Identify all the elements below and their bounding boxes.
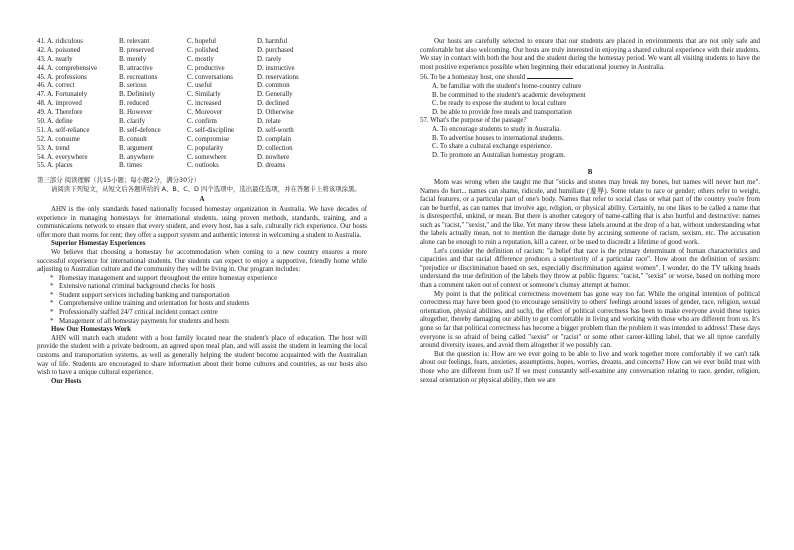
list-item: * Comprehensive online training and orientation for hosts and students: [59, 300, 367, 309]
option-d: D. self-worth: [257, 126, 294, 134]
cloze-option-row: [37, 74, 367, 83]
option-b: B. However: [119, 109, 153, 117]
section-instruction: 请阅读下列短文，从短文后各题所给的 A、B、C、D 四个选项中，选出最佳选项，并在答题卡上将该项涂黑。: [51, 184, 361, 193]
list-item: * Student support services including banking and transportation: [59, 292, 367, 301]
cloze-option-row: [37, 82, 367, 91]
option-c: C. Similarly: [187, 91, 221, 99]
option-c: C. useful: [187, 82, 212, 90]
answer-blank: [527, 72, 573, 79]
option-b: B. anywhere: [119, 153, 154, 161]
option-a: 53. A. trend: [37, 144, 70, 152]
option-b: B. clarify: [119, 118, 146, 126]
cloze-option-row: [37, 91, 367, 100]
list-item: * Professionally staffed 24/7 critical incident contact centre: [59, 309, 367, 318]
cloze-option-row: [37, 65, 367, 74]
cloze-option-row: [37, 118, 367, 127]
cloze-option-row: [37, 109, 367, 118]
option-c: C. Moreover: [187, 109, 223, 117]
option-d: D. Generally: [257, 91, 293, 99]
option-c: C. hopeful: [187, 38, 217, 45]
option-a: 49. A. Therefore: [37, 109, 83, 117]
option-d: D. nowhere: [257, 153, 290, 161]
left-column: [37, 38, 367, 386]
option-b: B. consult: [119, 135, 147, 143]
option-b: B. Definitely: [119, 91, 155, 99]
option-c: C. productive: [187, 64, 225, 72]
option-c: C. outlooks: [187, 162, 219, 170]
option-b: B. self-defence: [119, 126, 161, 134]
option-d: D. be able to provide free meals and transportation: [432, 108, 572, 116]
option-a: 46. A. correct: [37, 82, 75, 90]
option-a: 51. A. self-reliance: [37, 126, 90, 134]
cloze-options-table: [37, 38, 367, 171]
option-d: D. reservations: [257, 73, 299, 81]
option-c: C. popularity: [187, 144, 224, 152]
option-c: C. self-discipline: [187, 126, 235, 134]
option-b: B. recreations: [119, 73, 158, 81]
option-c: C. increased: [187, 100, 222, 108]
option-c: C. confirm: [187, 118, 217, 126]
option-a: 48. A. improved: [37, 100, 82, 108]
option-a: 42. A. poisoned: [37, 46, 81, 54]
option-b: B. argument: [119, 144, 153, 152]
cloze-option-row: [37, 162, 367, 171]
option-a: 54. A. everywhere: [37, 153, 88, 161]
option-b: B. serious: [119, 82, 147, 90]
cloze-option-row: [37, 38, 367, 47]
option-d: D. Otherwise: [257, 109, 294, 117]
option-d: D. harmful: [257, 38, 288, 45]
option-d: D. To promote an Australian homestay program.: [432, 151, 566, 159]
option-a: 47. A. Fortunately: [37, 91, 88, 99]
option-c: C. mostly: [187, 55, 214, 63]
question-stem: 57. What's the purpose of the passage?: [420, 117, 527, 125]
passage-b-para-1: Mom was wrong when she taught me that "sticks and stones may break my bones, but names will never hurt me". Names do hurt... names can shame, ridicule, and humiliate (羞辱). Some relate to race or gender; others refer to weight, facial features, or a particular part of one's body. Names that refer to social class or what part of the country you're from can be hurtful, as can names that involve age, religion, or physical ability. Certainly, no one likes to be called a name that is disrespectful, unkind, or mean. But there is another category of name-calling that is also hurtful and destructive: names such as "racist," "sexist," and the like. Yet many throw these labels around at the drop of a hat, without understanding what the labels actually mean, not to mention the damage done by accusing someone of racism, sexism, etc. The accusation alone can be enough to ruin a reputation, kill a career, or be used to discredit a lifetime of good work.: [420, 178, 760, 247]
list-item: * Homestay management and support throughout the entire homestay experience: [59, 275, 367, 284]
option-d: D. common: [257, 82, 290, 90]
option-a: A. To encourage students to study in Australia.: [432, 125, 561, 133]
option-d: D. instructive: [257, 64, 295, 72]
cloze-option-row: [37, 47, 367, 56]
option-d: D. complain: [257, 135, 292, 143]
program-list: [37, 275, 367, 327]
question-56: [420, 72, 760, 83]
option-a: A. be familiar with the student's home-country culture: [432, 82, 582, 90]
cloze-option-row: [37, 56, 367, 65]
option-b: B. attractive: [119, 64, 153, 72]
cloze-option-row: [37, 154, 367, 163]
option-b: B. reduced: [119, 100, 149, 108]
option-d: D. rarely: [257, 55, 282, 63]
option-b: B. preserved: [119, 46, 154, 54]
passage-a-para-3: Our hosts are carefully selected to ensure that our students are placed in environments that are not only safe and comfortable but also welcoming. Our hosts are truly interested in enjoying a shared cultural experience with their students. We stay in contact with both the host and the student during the homestay period. We want all visiting students to have the most positive experience possible when beginning their educational journey in Australia.: [420, 38, 760, 71]
section-title: 第三部分 阅读理解（共15小题；每小题2分，满分30分）: [37, 176, 200, 185]
list-item: * Management of all homestay payments for students and hosts: [59, 318, 367, 327]
right-column: [420, 38, 760, 385]
passage-a-para-2: AHN will match each student with a host family located near the student's place of education. The host will provide the student with a private bedroom, an agreed upon meal plan, and will assist the student in learning the local customs and transportation systems, as well as generally helping the student become acquainted with the Australian way of life. Students are encouraged to share information about their home cultures and countries, as our hosts also wish to have a unique cultural experience.: [37, 334, 367, 377]
passage-b-para-4: But the question is: How are we ever going to be able to live and work together more comfortably if we can't talk about our feelings, fears, anxieties, assumptions, hopes, worries, dreams, and concerns? How can we ever build trust with those who are different from us? If we must constantly self-examine any conversation relating to race, gender, religion, sexual orientation or physical ability, then we are: [420, 350, 760, 384]
option-b: B. merely: [119, 55, 147, 63]
option-a: 52. A. consume: [37, 135, 80, 143]
passage-a-intro: AHN is the only standards based nationally focused homestay organization in Australia. We have decades of experience in managing homestays for international students, using proven methods, standards, training, and a communications network to ensure that every student, and every host, has a safe, culturally rich experience. Our hosts offer more than rooms for rent; they offer a support system and authentic interest in welcoming a student to Australia.: [37, 205, 367, 239]
option-c: C. somewhere: [187, 153, 227, 161]
cloze-option-row: [37, 145, 367, 154]
option-a: 55. A. places: [37, 162, 73, 170]
option-d: D. dreams: [257, 162, 286, 170]
question-stem: 56. To be a homestay host, one should: [420, 74, 526, 82]
option-d: D. collection: [257, 144, 293, 152]
passage-a-para-1: We believe that choosing a homestay for accommodation when coming to a new country ensures a more successful experience for international students. Our students can expect to enjoy a supportive, friendly home while adjusting to Australian culture and the community they will be living in. Our program includes:: [37, 248, 367, 274]
passage-b-para-3: My point is that the political correctness movement has gone way too far. While the original intention of political correctness may have been good (to encourage sensitivity to others' feelings around issues of gender, race, religion, sexual orientation, physical abilities, and such), the effect of political correctness has been to make everyone avoid these topics altogether, thereby damaging our ability to get comfortable in living and working with those who are different from us. It's gone so far that political correctness has become a bigger problem than the problem it was intended to address! These days everyone is so afraid of being called "sexist" or "racist" or some other career-killing label, that we all tiptoe carefully around diversity issues, and avoid them altogether if we possibly can.: [420, 290, 760, 350]
option-d: D. declined: [257, 100, 289, 108]
option-a: 44. A. comprehensive: [37, 64, 98, 72]
passage-b-para-2: Let's consider the definition of racism: "a belief that race is the primary determinant of human characteristics and capacities and that racial difference produces a superiority of a particular race". How about the definition of sexism: "prejudice or discrimination based on sex, especially discrimination against women". I wonder, do the TV talking heads understand the true definition of the labels they throw at public figures: "racist," "sexist" or worse, based on nothing more than a comment taken out of context or someone's clumsy attempt at humor.: [420, 247, 760, 290]
list-item: * Extensive national criminal background checks for hosts: [59, 283, 367, 292]
option-c: C. be ready to expose the student to local culture: [432, 100, 567, 108]
cloze-option-row: [37, 100, 367, 109]
cloze-option-row: [37, 127, 367, 136]
option-c: C. To share a cultural exchange experience.: [432, 143, 552, 151]
option-b: B. To advertise houses to international students.: [432, 134, 564, 142]
option-c: C. compromise: [187, 135, 230, 143]
option-a: 45. A. professions: [37, 73, 87, 81]
option-b: B. relevant: [119, 38, 150, 45]
passage-a-letter: A: [199, 196, 205, 204]
option-c: C. conversations: [187, 73, 233, 81]
question-57: [420, 117, 760, 126]
passage-b-letter: B: [587, 169, 593, 177]
option-d: D. relate: [257, 118, 281, 126]
option-a: 41. A. ridiculous: [37, 38, 83, 45]
cloze-option-row: [37, 136, 367, 145]
option-a: 50. A. define: [37, 118, 73, 126]
passage-a-heading-3: Our Hosts: [51, 377, 82, 385]
passage-a-heading-2: How Our Homestays Work: [51, 326, 131, 334]
option-b: B. be committed to the student's academic development: [432, 91, 586, 99]
passage-a-heading-1: Superior Homestay Experiences: [51, 240, 146, 248]
option-b: B. times: [119, 162, 142, 170]
option-c: C. polished: [187, 46, 219, 54]
option-d: D. purchased: [257, 46, 294, 54]
option-a: 43. A. nearly: [37, 55, 73, 63]
